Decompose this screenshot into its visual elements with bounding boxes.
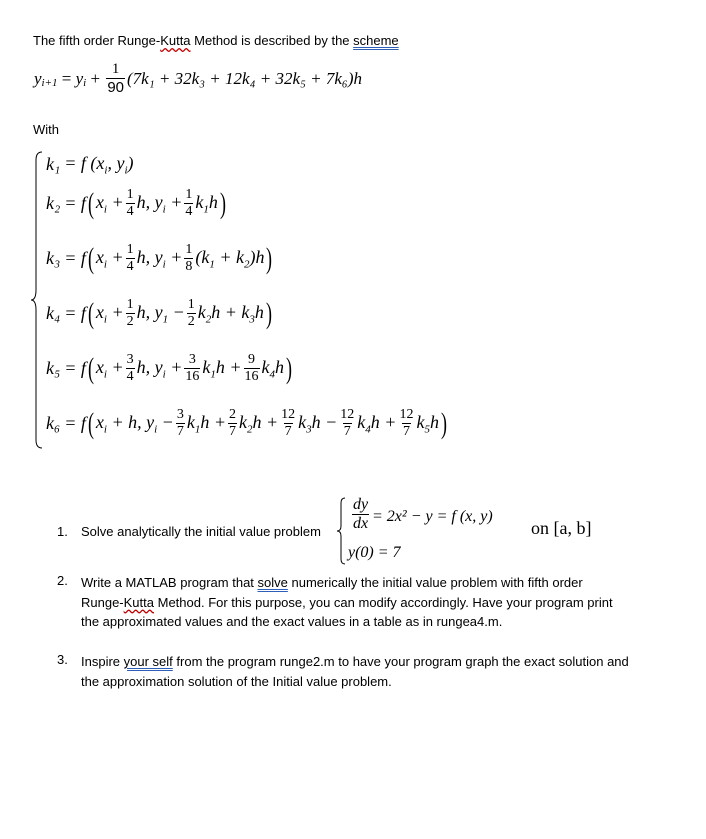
item2-text [81,573,681,632]
k5-frac2-den: 16 [185,369,200,384]
item2-text-a: Write a MATLAB program that [81,575,258,590]
eq-frac-num: 1 [111,61,120,77]
eq-plus: + [86,68,105,88]
k6-frac1-num: 3 [176,407,184,422]
k2-frac1-den: 4 [126,204,134,219]
eq-fraction [106,62,125,95]
k4-equation: k₄ = f ( $x_i$ + $\frac{1}{2}$ h, $y_1$ − $\frac{1}{2}$ $k_2h + k_3h$ ) [46,296,272,330]
k6-frac2-num: 2 [228,407,236,422]
item2-text-d: Method. For this purpose, you can modify accordingly. Have your program print [154,594,613,610]
ivp-dx: dx [353,515,369,532]
intro-line [33,33,399,48]
k2-label: k₂ [46,193,61,213]
eq-yi-sub: i [83,76,87,89]
intro-text-1: The fifth order Runge- [33,33,161,48]
k4-label: k₄ [46,303,61,323]
with-label: With [33,122,59,137]
eq-body: (7k₁ + 32k₃ + 12k₄ + 32k₅ + 7k₆)h [127,68,363,88]
item2-number: 2. [57,573,68,588]
item3-text-b: from the program runge2.m to have your program graph the exact solution and [172,654,629,669]
intro-kutta: Kutta [160,33,191,48]
k6-frac4-den: 7 [343,424,351,439]
k2-frac1-num: 1 [126,187,134,202]
k5-label: k₅ [46,358,61,378]
k5-frac3-den: 16 [244,369,259,384]
item2-text-b: numerically the initial value problem with fifth order [287,575,583,590]
k1-equation: k₁ = f ($x_i$, $y_i$) [46,153,134,177]
k3-label: k₃ [46,248,61,268]
k5-frac1-den: 4 [126,369,134,384]
k6-frac5-den: 7 [402,424,410,439]
k5-equation: k₅ = f ( $x_i$ + $\frac{3}{4}$ h, $y_i$ + $\frac{3}{16}$ $k_1h$ + $\frac{9}{16}$ $k_4h$ ) [46,351,292,385]
item2-text-c: Runge- [81,594,124,610]
k3-frac2-den: 8 [185,259,193,274]
item3-text-c: the approximation solution of the Initial value problem. [81,673,392,689]
item3-text [81,652,681,691]
k6-frac3-den: 7 [284,424,292,439]
k6-frac5-num: 12 [399,407,414,422]
eq-lhs-sub: i+1 [41,76,58,89]
k2-frac2-num: 1 [185,187,193,202]
ivp-initial-condition: y(0) = 7 [348,544,401,561]
eq-equals: = [57,68,76,88]
scheme-equation [34,62,362,95]
k3-frac2-num: 1 [185,242,193,257]
k4-frac2-den: 2 [187,314,195,329]
k6-frac3-num: 12 [281,407,296,422]
k5-frac3-num: 9 [248,352,255,367]
item3-text-a: Inspire [81,654,124,669]
k6-frac2-den: 7 [228,424,236,439]
item3-yourself: your self [123,654,173,669]
k3-frac1-den: 4 [126,259,134,274]
ivp-brace [336,497,346,565]
item3-number: 3. [57,652,68,667]
k2-frac2-den: 4 [185,204,193,219]
item1-text: Solve analytically the initial value problem [81,524,321,539]
k3-equation: k₃ = f ( $x_i$ + $\frac{1}{4}$ h, $y_i$ + $\frac{1}{8}$ $(k_1 + k_2)h$ ) [46,241,273,275]
intro-scheme: scheme [353,33,399,48]
k4-frac1-den: 2 [126,314,134,329]
k6-label: k₆ [46,413,61,433]
k4-frac1-num: 1 [126,297,134,312]
item2-kutta: Kutta [123,594,154,610]
item2-solve: solve [257,575,288,590]
eq-frac-den: 90 [107,79,125,96]
item2-text-e: the approximated values and the exact values in a table as in rungea4.m. [81,614,503,629]
system-brace [30,150,44,450]
ivp-derivative [352,497,369,532]
ivp-dy: dy [353,496,369,513]
k2-equation: k₂ = f ( $x_i$ + $\frac{1}{4}$ h, $y_i$ + $\frac{1}{4}$ $k_1h$ ) [46,186,226,220]
eq-yi: y [75,68,84,88]
intro-text-2: Method is described by the [190,33,354,48]
k6-frac1-den: 7 [176,424,184,439]
k3-frac1-num: 1 [126,242,134,257]
ivp-rhs: = 2x² − y = f (x, y) [372,508,493,525]
k4-frac2-num: 1 [187,297,195,312]
k6-equation: k₆ = f ( $x_i + h$, $y_i$ − $\frac{3}{7}$ $k_1h$ + $\frac{2}{7}$ $k_2h$ + $\frac{12}{7}$ $k_3h$ − $\frac{12}{7}$ $k_4h$ + $\frac{12}{7}$ $k_5h$ ) [46,406,447,440]
ivp-interval: on [a, b] [531,518,592,538]
item1-number: 1. [57,524,68,539]
k1-label: k₁ [46,154,61,175]
k5-frac2-num: 3 [188,352,196,367]
k6-frac4-num: 12 [340,407,355,422]
eq-lhs: y [34,68,42,88]
k5-frac1-num: 3 [126,352,134,367]
